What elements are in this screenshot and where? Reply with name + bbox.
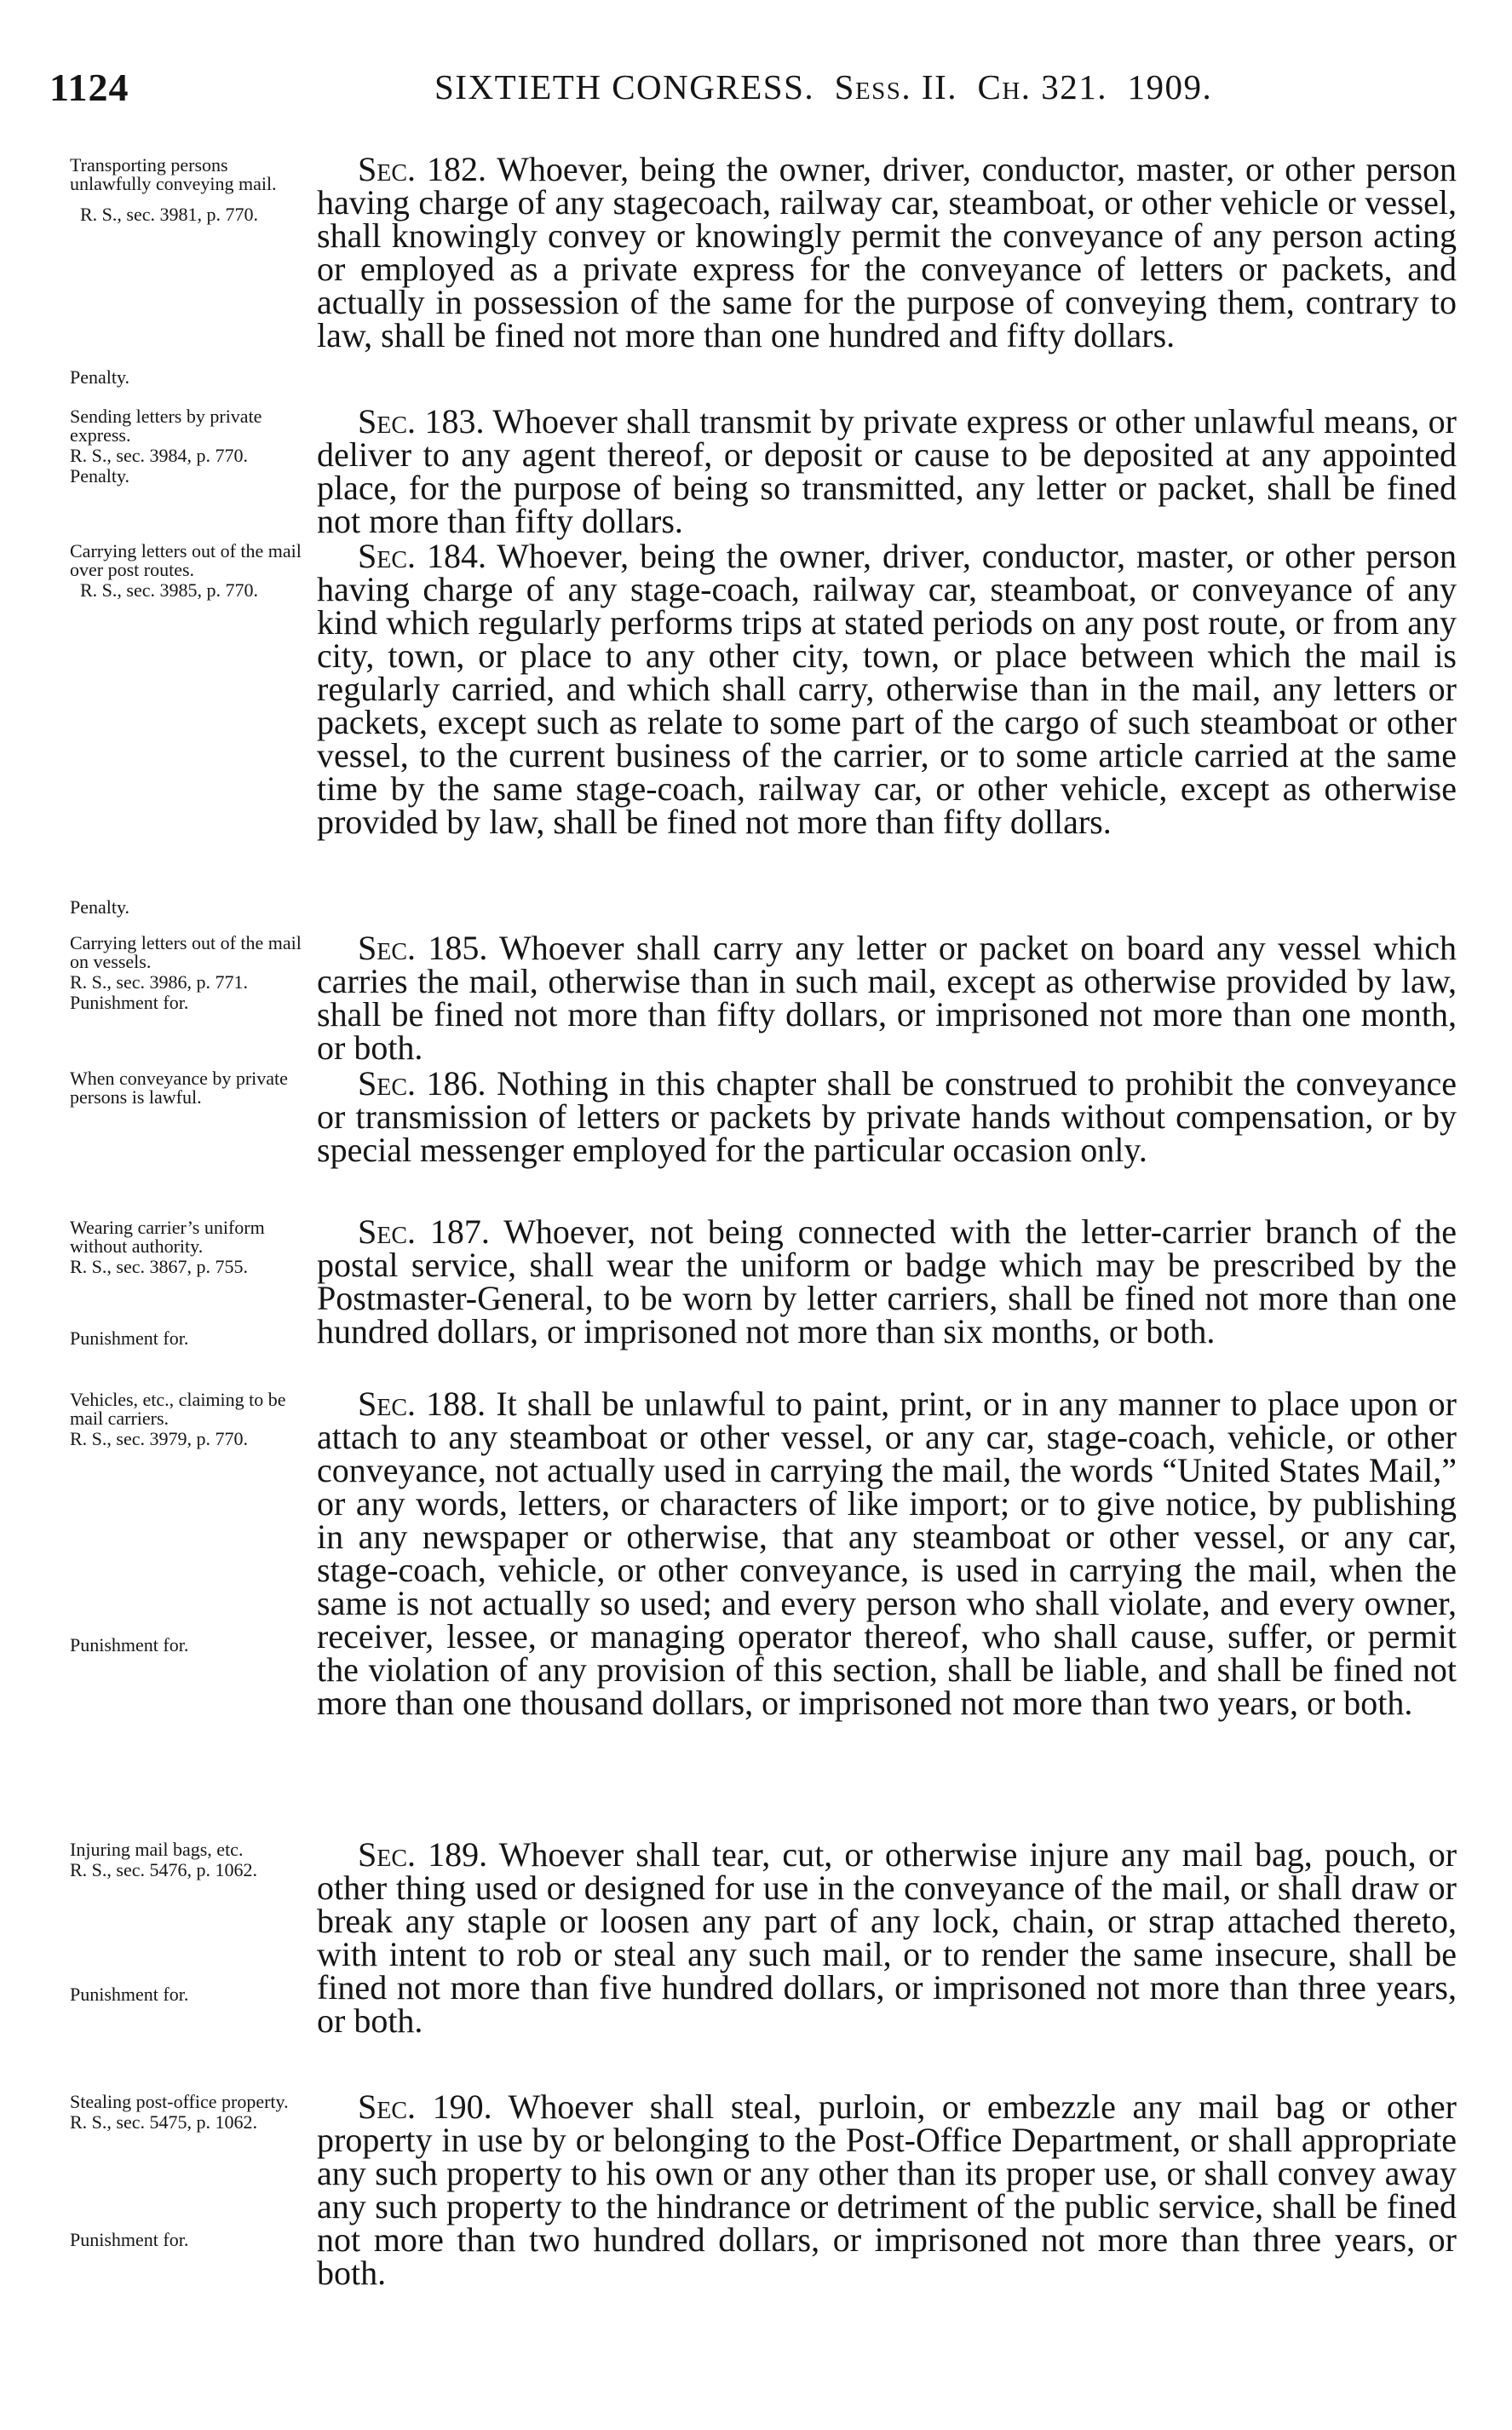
section-184 xyxy=(317,537,1457,841)
section-text: It shall be unlawful to paint, print, or in any manner to place upon or attach to any steamboat or other vessel, or any car, stage-coach, vehicle, or other conveyance, not actually used in carrying the mail, the words “United States Mail,” or any words, letters, or characters of like import; or to give notice, by publishing in any newspaper or otherwise, that any steamboat or other vessel, or any car, stage-coach, vehicle, or other conveyance, is used in carrying the mail, when the same is not actually so used; and every person who shall violate, and every owner, receiver, lessee, or managing operator thereof, who shall cause, suffer, or permit the violation of any provision of this section, shall be liable, and shall be fined not more than one thousand dollars, or imprisoned not more than two years, or both. xyxy=(317,1385,1457,1722)
page-number: 1124 xyxy=(49,66,129,109)
section-label: Sec. 184. xyxy=(358,537,486,575)
margin-note-text: When conveyance by private persons is lawful. xyxy=(70,1068,288,1108)
margin-note-184 xyxy=(70,542,313,612)
margin-note-189-punishment xyxy=(70,1985,313,2016)
margin-note-text: Penalty. xyxy=(70,465,130,487)
margin-note-text: Vehicles, etc., claiming to be mail carriers. xyxy=(70,1389,286,1429)
section-188 xyxy=(317,1385,1457,1722)
margin-note-188 xyxy=(70,1391,313,1460)
margin-note-text: Penalty. xyxy=(70,366,130,388)
section-label: Sec. 185. xyxy=(358,929,488,967)
section-190 xyxy=(317,2087,1457,2292)
margin-note-text: Punishment for. xyxy=(70,1984,189,2005)
margin-note-183 xyxy=(70,407,313,498)
margin-note-text: Wearing carrier’s uniform without authority. xyxy=(70,1217,265,1257)
section-label: Sec. 188. xyxy=(358,1385,486,1423)
section-label: Sec. 183. xyxy=(358,402,485,441)
margin-note-text: Sending letters by private express. xyxy=(70,406,262,446)
margin-note-190 xyxy=(70,2093,313,2144)
margin-note-184-penalty xyxy=(70,898,313,929)
margin-note-185 xyxy=(70,934,313,1024)
margin-note-187 xyxy=(70,1218,313,1288)
margin-note-text: Penalty. xyxy=(70,896,130,918)
margin-note-187-punishment xyxy=(70,1329,313,1360)
margin-note-190-punishment xyxy=(70,2231,313,2261)
section-text: Whoever shall tear, cut, or otherwise injure any mail bag, pouch, or other thing used or designed for use in the conveyance of the mail, or shall draw or break any staple or loosen any part of any lock, chain, or strap attached thereto, with intent to rob or steal any such mail, or to render the same insecure, shall be fined not more than five hundred dollars, or imprisoned not more than three years, or both. xyxy=(317,1835,1457,2040)
margin-note-reference: R. S., sec. 5475, p. 1062. xyxy=(70,2111,257,2133)
section-text: Whoever shall steal, purloin, or embezzle any mail bag or other property in use by or belonging to the Post-Office Department, or shall appropriate any such property to his own or any other than its proper use, or shall convey away any such property to the hindrance or detriment of the public service, shall be fined not more than two hundred dollars, or imprisoned not more than three years, or both. xyxy=(317,2087,1457,2292)
margin-note-reference: R. S., sec. 3979, p. 770. xyxy=(70,1428,248,1449)
section-label: Sec. 182. xyxy=(358,150,486,188)
margin-note-text: Carrying letters out of the mail on vessels. xyxy=(70,932,302,972)
margin-note-reference: R. S., sec. 3986, p. 771. xyxy=(70,971,248,993)
margin-note-182-penalty xyxy=(70,368,313,399)
chapter-label: Ch. 321. xyxy=(977,67,1108,107)
section-187 xyxy=(317,1212,1457,1350)
section-text: Whoever, being the owner, driver, conductor, master, or other person having charge of any stage-coach, railway car, steamboat, or conveyance of any kind which regularly performs trips at stated periods on any post route, or from any city, town, or place to any other city, town, or place between which the mail is regularly carried, and which shall carry, otherwise than in the mail, any letters or packets, except such as relate to some part of the cargo of such steamboat or other vessel, to the current business of the carrier, or to some article carried at the same time by the same stage-coach, railway car, or other vehicle, except as otherwise provided by law, shall be fined not more than fifty dollars. xyxy=(317,537,1457,841)
section-label: Sec. 187. xyxy=(358,1212,490,1251)
page-header xyxy=(49,65,1446,133)
margin-note-reference: R. S., sec. 3981, p. 770. xyxy=(80,204,258,225)
section-182 xyxy=(317,150,1457,354)
section-185 xyxy=(317,929,1457,1067)
margin-note-182 xyxy=(70,156,313,236)
section-text: Whoever shall carry any letter or packet on board any vessel which carries the mail, otherwise than in such mail, except as otherwise provided by law, shall be fined not more than fifty dollars, or imprisoned not more than one month, or both. xyxy=(317,929,1457,1067)
margin-note-text: Injuring mail bags, etc. xyxy=(70,1839,244,1860)
section-189 xyxy=(317,1835,1457,2040)
section-text: Whoever, being the owner, driver, conductor, master, or other person having charge of any stagecoach, railway car, steamboat, or other vehicle or vessel, shall knowingly convey or knowingly permit the conveyance of any person acting or employed as a private express for the conveyance of letters or packets, and actually in possession of the same for the purpose of conveying them, contrary to law, shall be fined not more than one hundred and fifty dollars. xyxy=(317,150,1457,354)
margin-note-186 xyxy=(70,1069,313,1119)
section-183 xyxy=(317,402,1457,540)
margin-note-text: Transporting persons unlawfully conveying mail. xyxy=(70,154,277,194)
margin-note-189 xyxy=(70,1840,313,1892)
running-head xyxy=(434,66,1212,107)
margin-note-reference: R. S., sec. 3867, p. 755. xyxy=(70,1256,248,1277)
margin-note-text: Punishment for. xyxy=(70,992,189,1013)
section-text: Nothing in this chapter shall be construed to prohibit the conveyance or transmission of letters or packets by private hands without compensation, or by special messenger employed for the particular occasion only. xyxy=(317,1064,1457,1169)
section-label: Sec. 186. xyxy=(358,1064,486,1103)
session-label: Sess. II. xyxy=(834,67,957,107)
section-label: Sec. 189. xyxy=(358,1835,488,1874)
section-text: Whoever, not being connected with the letter-carrier branch of the postal service, shall wear the uniform or badge which may be prescribed by the Postmaster-General, to be worn by letter carriers, shall be fined not more than one hundred dollars, or imprisoned not more than six months, or both. xyxy=(317,1212,1457,1350)
congress-title: SIXTIETH CONGRESS. xyxy=(434,67,815,107)
margin-note-text: Punishment for. xyxy=(70,2229,189,2250)
margin-note-text: Punishment for. xyxy=(70,1327,189,1349)
section-label: Sec. 190. xyxy=(358,2087,492,2126)
margin-note-reference: R. S., sec. 5476, p. 1062. xyxy=(70,1859,257,1880)
margin-note-text: Carrying letters out of the mail over post routes. xyxy=(70,540,302,580)
margin-note-text: Punishment for. xyxy=(70,1634,189,1656)
section-186 xyxy=(317,1064,1457,1169)
margin-note-188-punishment xyxy=(70,1636,313,1667)
margin-note-reference: R. S., sec. 3984, p. 770. xyxy=(70,445,248,466)
margin-note-text: Stealing post-office property. xyxy=(70,2091,289,2112)
section-text: Whoever shall transmit by private express or other unlawful means, or deliver to any agent thereof, or deposit or cause to be deposited at any appointed place, for the purpose of being so transmitted, any letter or packet, shall be fined not more than fifty dollars. xyxy=(317,402,1457,540)
margin-note-reference: R. S., sec. 3985, p. 770. xyxy=(80,579,258,601)
year-label: 1909. xyxy=(1127,67,1213,107)
